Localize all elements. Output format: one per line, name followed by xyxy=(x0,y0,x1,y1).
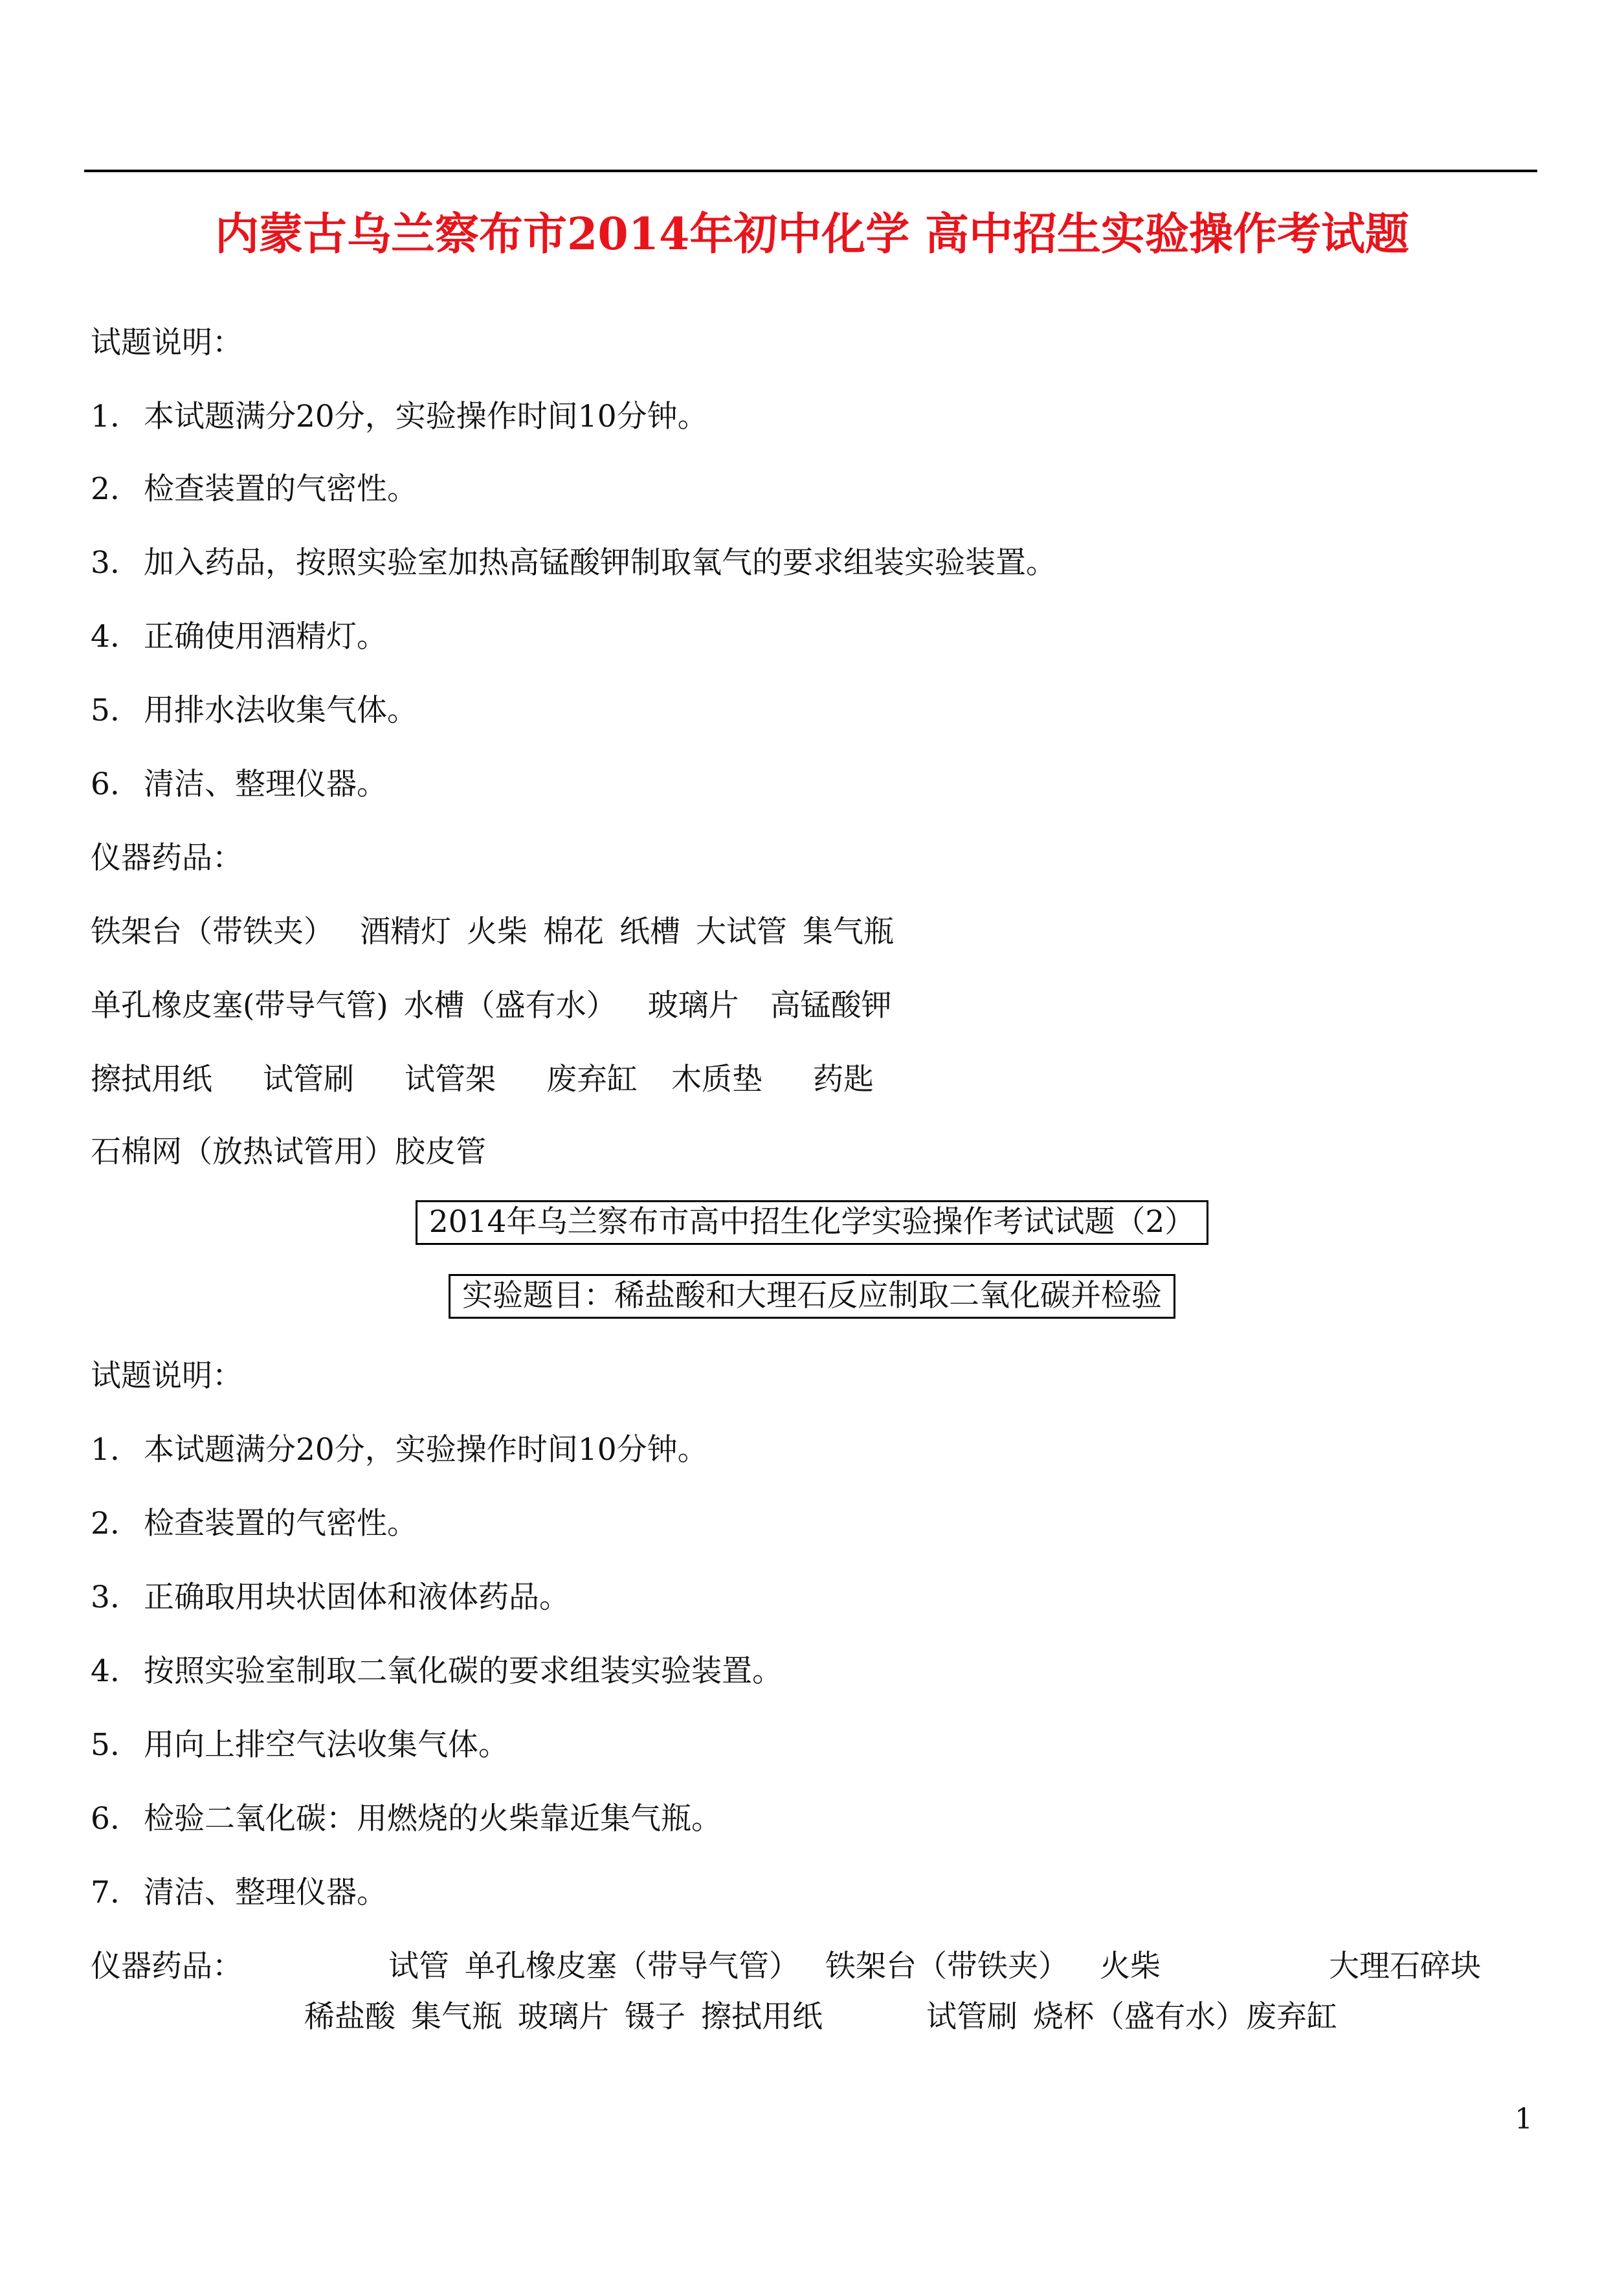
section2-equip-label: 仪器药品： xyxy=(91,1949,243,1984)
section2-item-5: 5. 用向上排空气法收集气体。 xyxy=(91,1727,509,1763)
section1-item-5: 5. 用排水法收集气体。 xyxy=(91,693,417,728)
section1-item-6: 6. 清洁、整理仪器。 xyxy=(91,766,387,802)
section1-equip-label: 仪器药品： xyxy=(91,840,243,876)
section2-box-subject-wrap xyxy=(0,1274,1624,1319)
section2-item-6: 6. 检验二氧化碳：用燃烧的火柴靠近集气瓶。 xyxy=(91,1801,722,1837)
section1-item-1: 1. 本试题满分20分，实验操作时间10分钟。 xyxy=(91,399,708,434)
section2-item-3: 3. 正确取用块状固体和液体药品。 xyxy=(91,1580,570,1615)
section2-item-1: 1. 本试题满分20分，实验操作时间10分钟。 xyxy=(91,1432,708,1468)
section1-equip-line-3: 擦拭用纸 试管刷 试管架 废弃缸 木质垫 药匙 xyxy=(91,1062,874,1097)
document-title: 内蒙古乌兰察布市2014年初中化学 高中招生实验操作考试题 xyxy=(215,208,1409,260)
section2-box-title: 2014年乌兰察布市高中招生化学实验操作考试试题（2） xyxy=(416,1200,1209,1245)
header-rule xyxy=(84,170,1537,172)
section1-equip-line-4: 石棉网（放热试管用）胶皮管 xyxy=(91,1134,486,1170)
section2-item-2: 2. 检查装置的气密性。 xyxy=(91,1506,417,1541)
page-number: 1 xyxy=(1515,2103,1533,2136)
section2-equip-line-1: 试管 单孔橡皮塞（带导气管） 铁架台（带铁夹） 火柴 大理石碎块 xyxy=(388,1949,1481,1984)
section1-equip-line-1: 铁架台（带铁夹） 酒精灯 火柴 棉花 纸槽 大试管 集气瓶 xyxy=(91,914,894,950)
section1-item-2: 2. 检查装置的气密性。 xyxy=(91,471,417,507)
section2-box-title-wrap xyxy=(0,1200,1624,1245)
section2-equip-line-2: 稀盐酸 集气瓶 玻璃片 镊子 擦拭用纸 试管刷 烧杯（盛有水）废弃缸 xyxy=(304,1999,1337,2035)
section1-equip-line-2: 单孔橡皮塞(带导气管) 水槽（盛有水） 玻璃片 高锰酸钾 xyxy=(91,988,892,1023)
section1-item-3: 3. 加入药品，按照实验室加热高锰酸钾制取氧气的要求组装实验装置。 xyxy=(91,545,1056,581)
section1-item-4: 4. 正确使用酒精灯。 xyxy=(91,619,387,654)
section2-item-7: 7. 清洁、整理仪器。 xyxy=(91,1875,387,1910)
section2-box-subject: 实验题目：稀盐酸和大理石反应制取二氧化碳并检验 xyxy=(449,1274,1175,1319)
section2-desc-label: 试题说明： xyxy=(91,1358,243,1394)
section1-desc-label: 试题说明： xyxy=(91,325,243,361)
section2-item-4: 4. 按照实验室制取二氧化碳的要求组装实验装置。 xyxy=(91,1653,783,1689)
